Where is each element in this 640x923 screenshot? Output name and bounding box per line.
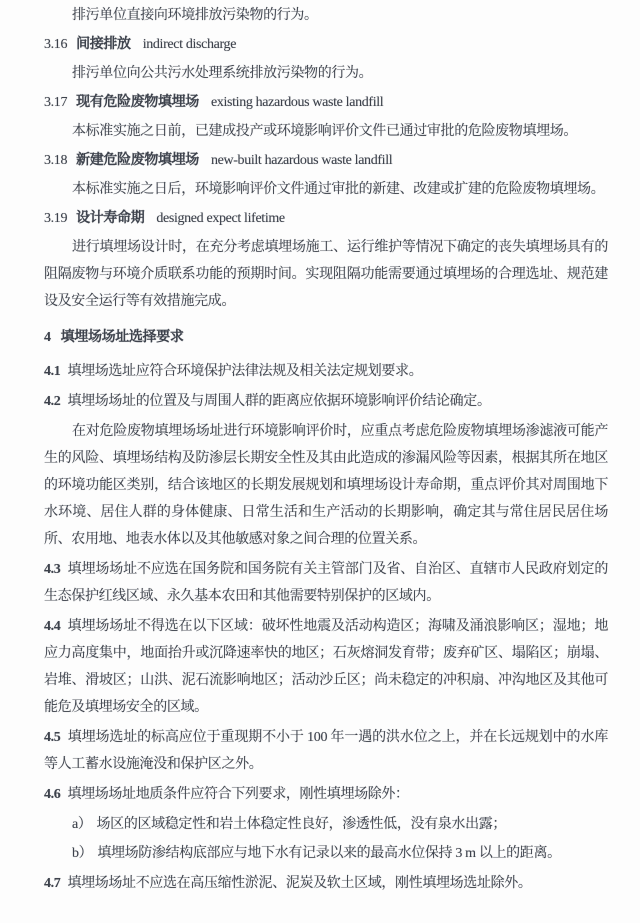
clause-number: 4.3 <box>44 562 61 577</box>
clause-number: 4.4 <box>44 619 61 634</box>
list-item-text: 场区的区域稳定性和岩土体稳定性良好，渗透性低，没有泉水出露； <box>96 817 507 832</box>
clause-number: 4.7 <box>44 876 61 891</box>
chapter-title: 填埋场场址选择要求 <box>60 330 184 345</box>
list-item-label: b） <box>72 846 93 861</box>
term-number: 3.19 <box>44 211 68 226</box>
clause-number: 4.2 <box>44 394 61 409</box>
term-cn-label: 现有危险废物填埋场 <box>76 95 199 110</box>
body-paragraph <box>44 176 608 203</box>
list-item-label: a） <box>72 817 92 832</box>
body-paragraph <box>44 118 608 145</box>
list-item-a <box>44 811 608 838</box>
term-en-label: indirect discharge <box>142 37 237 52</box>
term-en-label: designed expect lifetime <box>156 211 285 226</box>
clause-number: 4.1 <box>44 364 61 379</box>
list-item-text: 填埋场防渗结构底部应与地下水有记录以来的最高水位保持 3 m 以上的距离。 <box>97 846 561 861</box>
clause-4.7 <box>44 870 608 897</box>
clause-text: 填埋场场址不应选在高压缩性淤泥、泥炭及软土区域，刚性填埋场选址除外。 <box>67 876 532 891</box>
body-paragraph <box>44 418 608 553</box>
clause-text: 填埋场场址不应选在国务院和国务院有关主管部门及省、自治区、直辖市人民政府划定的生态保护红线区域、永久基本农田和其他需要特别保护的区域内。 <box>44 562 608 604</box>
clause-number: 4.6 <box>44 787 61 802</box>
clause-4.2 <box>44 388 608 415</box>
clause-text: 填埋场场址不得选在以下区域：破坏性地震及活动构造区；海啸及涌浪影响区；湿地；地应力高度集中，地面抬升或沉降速率快的地区；石灰熔洞发育带；废弃矿区、塌陷区；崩塌、岩堆、滑坡区；山洪、泥石流影响地区；活动沙丘区；尚未稳定的冲积扇、冲沟地区及其他可能危及填埋场安全的区域。 <box>44 619 608 715</box>
term-number: 3.17 <box>44 95 68 110</box>
body-paragraph <box>44 60 608 87</box>
body-paragraph-text: 本标准实施之日后，环境影响评价文件通过审批的新建、改建或扩建的危险废物填埋场。 <box>72 182 605 197</box>
term-cn-label: 设计寿命期 <box>76 211 145 226</box>
term-heading-3.19 <box>44 205 608 232</box>
body-paragraph-text: 排污单位向公共污水处理系统排放污染物的行为。 <box>72 66 373 81</box>
clause-4.5 <box>44 724 608 778</box>
term-en-label: new-built hazardous waste landfill <box>210 153 393 168</box>
chapter-heading-4 <box>44 324 608 351</box>
term-number: 3.16 <box>44 37 68 52</box>
term-heading-3.17 <box>44 89 608 116</box>
clause-4.4 <box>44 613 608 721</box>
clause-4.1 <box>44 358 608 385</box>
body-paragraph-text: 在对危险废物填埋场场址进行环境影响评价时，应重点考虑危险废物填埋场渗滤液可能产生的风险、填埋场结构及防渗层长期安全性及其由此造成的渗漏风险等因素，根据其所在地区的环境功能区类别，结合该地区的长期发展规划和填埋场设计寿命期，重点评价其对周围地下水环境、居住人群的身体健康、日常生活和生产活动的长期影响，确定其与常住居民居住场所、农用地、地表水体以及其他敏感对象之间合理的位置关系。 <box>44 424 608 547</box>
body-paragraph-text: 排污单位直接向环境排放污染物的行为。 <box>72 8 318 23</box>
list-item-b <box>44 840 608 867</box>
clause-text: 填埋场场址地质条件应符合下列要求，刚性填埋场除外： <box>67 787 409 802</box>
term-cn-label: 新建危险废物填埋场 <box>76 153 199 168</box>
clause-text: 填埋场选址的标高应位于重现期不小于 100 年一遇的洪水位之上，并在长远规划中的水库等人工蓄水设施淹没和保护区之外。 <box>44 730 608 772</box>
body-paragraph-text: 进行填埋场设计时，在充分考虑填埋场施工、运行维护等情况下确定的丧失填埋场具有的阻隔废物与环境介质联系功能的预期时间。实现阻隔功能需要通过填埋场的合理选址、规范建设及安全运行等有效措施完成。 <box>44 240 608 309</box>
body-paragraph-text: 本标准实施之日前，已建成投产或环境影响评价文件已通过审批的危险废物填埋场。 <box>72 124 578 139</box>
clause-text: 填埋场选址应符合环境保护法律法规及相关法定规划要求。 <box>67 364 423 379</box>
body-paragraph <box>44 234 608 315</box>
term-heading-3.16 <box>44 31 608 58</box>
term-cn-label: 间接排放 <box>76 37 131 52</box>
clause-4.6 <box>44 781 608 808</box>
body-paragraph <box>44 2 608 29</box>
chapter-number: 4 <box>44 330 51 345</box>
term-number: 3.18 <box>44 153 68 168</box>
term-en-label: existing hazardous waste landfill <box>210 95 384 110</box>
clause-text: 填埋场场址的位置及与周围人群的距离应依据环境影响评价结论确定。 <box>67 394 491 409</box>
clause-number: 4.5 <box>44 730 61 745</box>
term-heading-3.18 <box>44 147 608 174</box>
clause-4.3 <box>44 556 608 610</box>
